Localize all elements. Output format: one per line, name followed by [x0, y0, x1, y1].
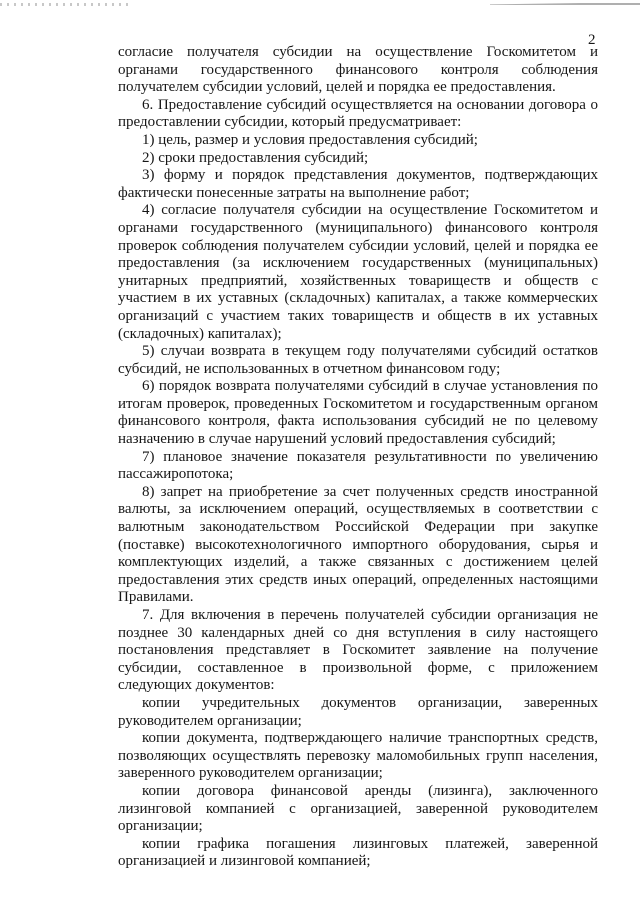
list-item: 3) форму и порядок представления документов, подтверждающих фактически понесенные затраты на выполнение работ; [118, 167, 598, 201]
paragraph: согласие получателя субсидии на осуществление Госкомитетом и органами государственного финансового контроля соблюдения получателем субсидии условий, целей и порядка ее предоставления. [118, 44, 598, 96]
page-number: 2 [588, 32, 596, 48]
document-requirement: копии учредительных документов организации, заверенных руководителем организации; [118, 694, 598, 729]
paragraph: 6. Предоставление субсидий осуществляется на основании договора о предоставлении субсидии, который предусматривает: [118, 96, 598, 131]
list-item: 7) плановое значение показателя результативности по увеличению пассажиропотока; [118, 448, 598, 483]
list-item: 1) цель, размер и условия предоставления субсидий; [142, 131, 478, 148]
list-item: 8) запрет на приобретение за счет полученных средств иностранной валюты, за исключением операций, осуществляемых в соответствии с валютным законодательством Российской Федерации при закупке (поставке) высокотехнологичного импортного оборудования, сырья и комплектующих изделий, а также связанных с достижением целей предоставления этих средств иных операций, определенных настоящими Правилами. [118, 483, 598, 606]
document-requirement: копии графика погашения лизинговых платежей, заверенной организацией и лизинговой компанией; [118, 835, 598, 870]
document-requirement: копии документа, подтверждающего наличие транспортных средств, позволяющих осуществлять перевозку маломобильных групп населения, заверенного руководителем организации; [118, 730, 598, 782]
list-item: 6) порядок возврата получателями субсидий в случае установления по итогам проверок, проведенных Госкомитетом и государственным органом финансового контроля, факта использования субсидий не по целевому назначению в случае нарушений условий предоставления субсидий; [118, 378, 598, 448]
paragraph: 7. Для включения в перечень получателей субсидии организация не позднее 30 календарных дней со дня вступления в силу настоящего постановления представляет в Госкомитет заявление на получение субсидии, составленное в произвольной форме, с приложением следующих документов: [118, 607, 598, 694]
document-requirement: копии договора финансовой аренды (лизинга), заключенного лизинговой компанией с организацией, заверенной руководителем организации; [118, 782, 598, 835]
list-item: 5) случаи возврата в текущем году получателями субсидий остатков субсидий, не использованных в отчетном финансовом году; [118, 343, 598, 377]
scan-artifact-top-right [490, 2, 640, 8]
scan-artifact-top-left [0, 3, 130, 6]
list-item: 2) сроки предоставления субсидий; [142, 149, 369, 166]
list-item: 4) согласие получателя субсидии на осуществление Госкомитетом и органами государственного (муниципального) финансового контроля проверок соблюдения получателем субсидии условий, целей и порядка ее предоставления (за исключением государственных (муниципальных) унитарных предприятий, хозяйственных товариществ и обществ с участием в их уставных (складочных) капиталах, а также коммерческих организаций с участием таких товариществ и обществ в их уставных (складочных) капиталах); [118, 202, 598, 342]
document-body [118, 44, 598, 871]
